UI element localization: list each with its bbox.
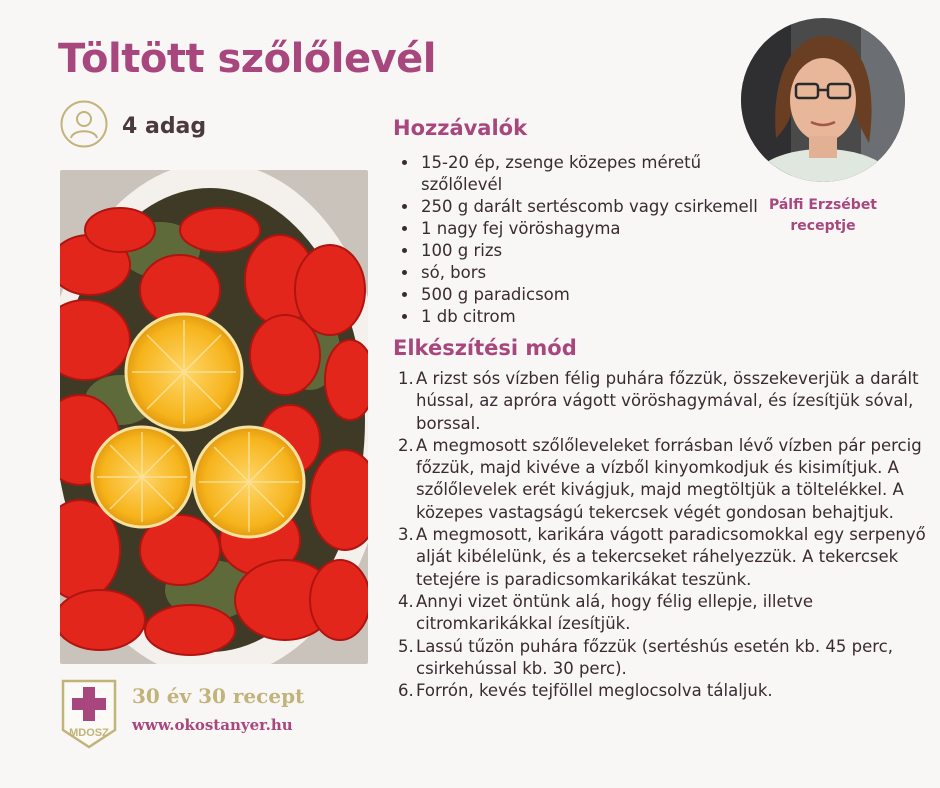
author-name: Pálfi Erzsébet [768,197,878,213]
ingredient-item: • 500 g paradicsom [419,284,779,306]
ingredient-item: • só, bors [419,262,779,284]
website-link[interactable]: www.okostanyer.hu [132,716,293,734]
step-item: Annyi vizet öntünk alá, hogy félig ellepje, illetve citromkarikákkal ízesítjük. [416,591,814,634]
ingredient-item: • 1 nagy fej vöröshagyma [419,218,779,240]
ingredients-list [397,152,779,328]
recipe-title: Töltött szőlőlevél [58,36,437,82]
mdosz-logo [60,678,118,754]
step-item: A rizst sós vízben félig puhára főzzük, összekeverjük a darált hússal, az apróra vágott vöröshagymával, és ízesítjük sóval, borssal. [416,369,919,433]
ingredient-item: • 100 g rizs [419,240,779,262]
person-icon [60,100,108,152]
step-item: Lassú tűzön puhára főzzük (sertéshús esetén kb. 45 perc, csirkehússal kb. 30 perc). [416,636,893,678]
logo-text: MDOSZ [69,727,109,739]
step-item: Forrón, kevés tejföllel meglocsolva tálaljuk. [416,681,773,701]
servings [60,100,206,152]
ingredient-item: • 15-20 ép, zsenge közepes méretű szőlőlevél [419,152,779,196]
dish-photo [60,170,368,664]
ingredients-heading: Hozzávalók [393,116,528,140]
series-title: 30 év 30 recept [132,684,305,708]
preparation-steps [384,368,932,702]
step-item: A megmosott, karikára vágott paradicsomokkal egy serpenyő alját kibélelünk, és a tekercseket ráhelyezzük. A tekercsek tetejére is paradicsomkarikákat teszünk. [416,525,926,589]
ingredient-item: • 250 g darált sertéscomb vagy csirkemell [419,196,779,218]
servings-label: 4 adag [122,113,207,139]
step-item: A megmosott szőlőleveleket forrásban lévő vízben pár percig főzzük, majd kivéve a vízből kinyomkodjuk és kisimítjuk. A szőlőlevelek erét kivágjuk, majd megtöltjük a töltelékkel. A közepes vastagságú tekercsek végét gondosan behajtjuk. [416,435,922,522]
author-suffix: receptje [790,218,856,234]
ingredient-item: • 1 db citrom [419,306,779,328]
preparation-heading: Elkészítési mód [393,336,577,360]
